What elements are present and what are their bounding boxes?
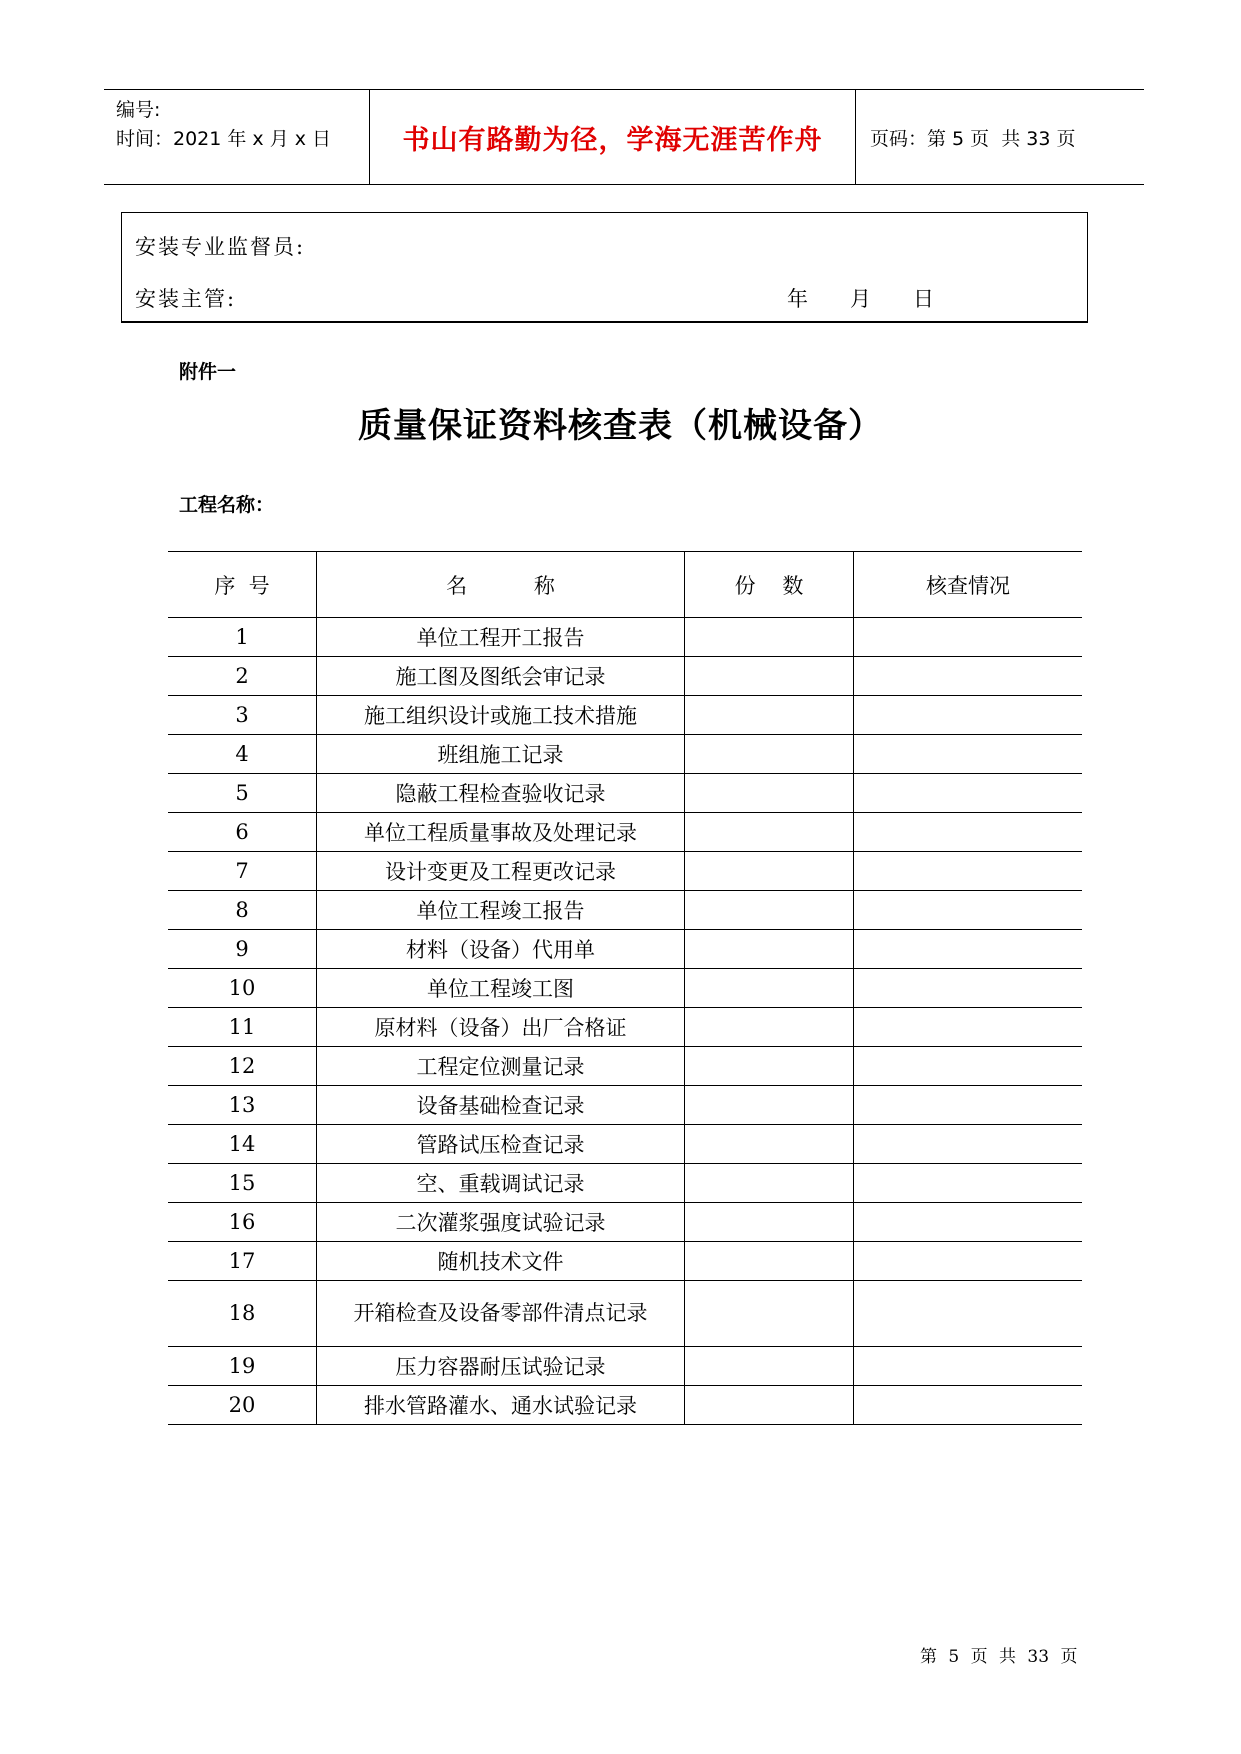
column-header-name: 名 称	[317, 552, 685, 618]
row-name-cell: 单位工程质量事故及处理记录	[317, 813, 685, 852]
date-year-label: 年	[787, 287, 808, 311]
row-name-cell: 管路试压检查记录	[317, 1125, 685, 1164]
row-check-cell	[854, 1047, 1083, 1086]
row-copies-cell	[685, 813, 854, 852]
signature-date	[787, 283, 934, 313]
row-check-cell	[854, 657, 1083, 696]
inspection-table	[168, 551, 1082, 1425]
row-check-cell	[854, 1347, 1083, 1386]
date-month-label: 月	[850, 287, 871, 311]
row-number-cell: 6	[235, 820, 249, 844]
row-copies-cell	[685, 1386, 854, 1425]
row-copies-cell	[685, 930, 854, 969]
row-check-cell	[854, 1164, 1083, 1203]
row-copies-cell	[685, 1347, 854, 1386]
table-row	[168, 1008, 1082, 1047]
row-check-cell	[854, 891, 1083, 930]
row-number-cell: 10	[228, 976, 256, 1000]
project-name-label: 工程名称：	[179, 494, 275, 516]
row-copies-cell	[685, 852, 854, 891]
row-number-cell: 15	[228, 1171, 256, 1195]
row-number-cell: 16	[228, 1210, 256, 1234]
row-check-cell	[854, 813, 1083, 852]
row-check-cell	[854, 1281, 1083, 1347]
header-divider	[855, 90, 856, 184]
page-footer: 第 5 页 共 33 页	[920, 1647, 1078, 1667]
row-copies-cell	[685, 774, 854, 813]
row-number-cell: 13	[228, 1093, 256, 1117]
row-check-cell	[854, 618, 1083, 657]
table-row	[168, 1242, 1082, 1281]
row-number-cell: 2	[235, 664, 249, 688]
table-row	[168, 1203, 1082, 1242]
table-row	[168, 696, 1082, 735]
table-row	[168, 891, 1082, 930]
row-name-cell: 随机技术文件	[317, 1242, 685, 1281]
row-name-cell: 二次灌浆强度试验记录	[317, 1203, 685, 1242]
row-copies-cell	[685, 618, 854, 657]
row-number-cell: 4	[235, 742, 249, 766]
row-check-cell	[854, 1086, 1083, 1125]
row-name-cell: 施工图及图纸会审记录	[317, 657, 685, 696]
row-check-cell	[854, 696, 1083, 735]
table-row	[168, 969, 1082, 1008]
row-number-cell: 19	[228, 1354, 256, 1378]
table-row	[168, 1347, 1082, 1386]
row-number-cell: 5	[235, 781, 249, 805]
row-check-cell	[854, 1203, 1083, 1242]
row-name-cell: 单位工程竣工图	[317, 969, 685, 1008]
row-copies-cell	[685, 1047, 854, 1086]
table-row	[168, 774, 1082, 813]
row-check-cell	[854, 735, 1083, 774]
table-row	[168, 930, 1082, 969]
row-number-cell: 3	[235, 703, 249, 727]
row-name-cell: 材料（设备）代用单	[317, 930, 685, 969]
row-name-cell: 施工组织设计或施工技术措施	[317, 696, 685, 735]
row-copies-cell	[685, 1086, 854, 1125]
column-header-check: 核查情况	[854, 552, 1083, 618]
row-number-cell: 7	[235, 859, 249, 883]
table-row	[168, 1047, 1082, 1086]
table-body	[168, 618, 1082, 1425]
row-check-cell	[854, 969, 1083, 1008]
row-copies-cell	[685, 891, 854, 930]
row-copies-cell	[685, 657, 854, 696]
row-copies-cell	[685, 696, 854, 735]
table-row	[168, 735, 1082, 774]
table-row	[168, 618, 1082, 657]
row-name-cell: 班组施工记录	[317, 735, 685, 774]
row-name-cell: 设计变更及工程更改记录	[317, 852, 685, 891]
row-number-cell: 9	[235, 937, 249, 961]
time-label: 时间：2021 年 x 月 x 日	[116, 128, 332, 150]
column-header-copies: 份 数	[685, 552, 854, 618]
header-motto: 书山有路勤为径，学海无涯苦作舟	[402, 124, 823, 156]
date-day-label: 日	[913, 287, 934, 311]
row-check-cell	[854, 1125, 1083, 1164]
table-row	[168, 852, 1082, 891]
row-copies-cell	[685, 1203, 854, 1242]
row-name-cell: 工程定位测量记录	[317, 1047, 685, 1086]
row-copies-cell	[685, 1164, 854, 1203]
row-number-cell: 11	[228, 1015, 256, 1039]
header-page-number: 页码：第 5 页 共 33 页	[870, 127, 1076, 150]
table-row	[168, 1125, 1082, 1164]
row-check-cell	[854, 930, 1083, 969]
manager-label: 安装主管:	[135, 287, 237, 311]
table-header-row	[168, 552, 1082, 618]
row-number-cell: 1	[235, 625, 249, 649]
page-header	[104, 89, 1144, 185]
table-row	[168, 813, 1082, 852]
column-header-number: 序 号	[214, 573, 270, 598]
serial-label: 编号:	[116, 99, 161, 121]
row-name-cell: 空、重载调试记录	[317, 1164, 685, 1203]
table-row	[168, 1281, 1082, 1347]
row-name-cell: 隐蔽工程检查验收记录	[317, 774, 685, 813]
row-name-cell: 单位工程开工报告	[317, 618, 685, 657]
row-copies-cell	[685, 735, 854, 774]
row-name-cell: 原材料（设备）出厂合格证	[317, 1008, 685, 1047]
row-number-cell: 14	[228, 1132, 256, 1156]
row-check-cell	[854, 1242, 1083, 1281]
row-copies-cell	[685, 1008, 854, 1047]
row-number-cell: 20	[228, 1393, 256, 1417]
row-name-cell: 单位工程竣工报告	[317, 891, 685, 930]
row-check-cell	[854, 1008, 1083, 1047]
row-copies-cell	[685, 1242, 854, 1281]
row-check-cell	[854, 774, 1083, 813]
table-row	[168, 1386, 1082, 1425]
table-row	[168, 1164, 1082, 1203]
supervisor-label: 安装专业监督员:	[135, 235, 306, 259]
row-check-cell	[854, 1386, 1083, 1425]
attachment-label: 附件一	[179, 361, 237, 383]
row-copies-cell	[685, 969, 854, 1008]
signature-box	[121, 212, 1088, 323]
row-name-cell: 排水管路灌水、通水试验记录	[317, 1386, 685, 1425]
table-row	[168, 657, 1082, 696]
row-name-cell: 压力容器耐压试验记录	[317, 1347, 685, 1386]
header-meta	[116, 96, 366, 154]
row-number-cell: 8	[235, 898, 249, 922]
row-name-cell: 设备基础检查记录	[317, 1086, 685, 1125]
table-row	[168, 1086, 1082, 1125]
row-number-cell: 12	[228, 1054, 256, 1078]
page-title: 质量保证资料核查表（机械设备）	[358, 406, 883, 446]
row-number-cell: 18	[228, 1301, 256, 1325]
row-number-cell: 17	[228, 1249, 256, 1273]
row-copies-cell	[685, 1281, 854, 1347]
row-name-cell: 开箱检查及设备零部件清点记录	[317, 1281, 685, 1347]
row-check-cell	[854, 852, 1083, 891]
row-copies-cell	[685, 1125, 854, 1164]
